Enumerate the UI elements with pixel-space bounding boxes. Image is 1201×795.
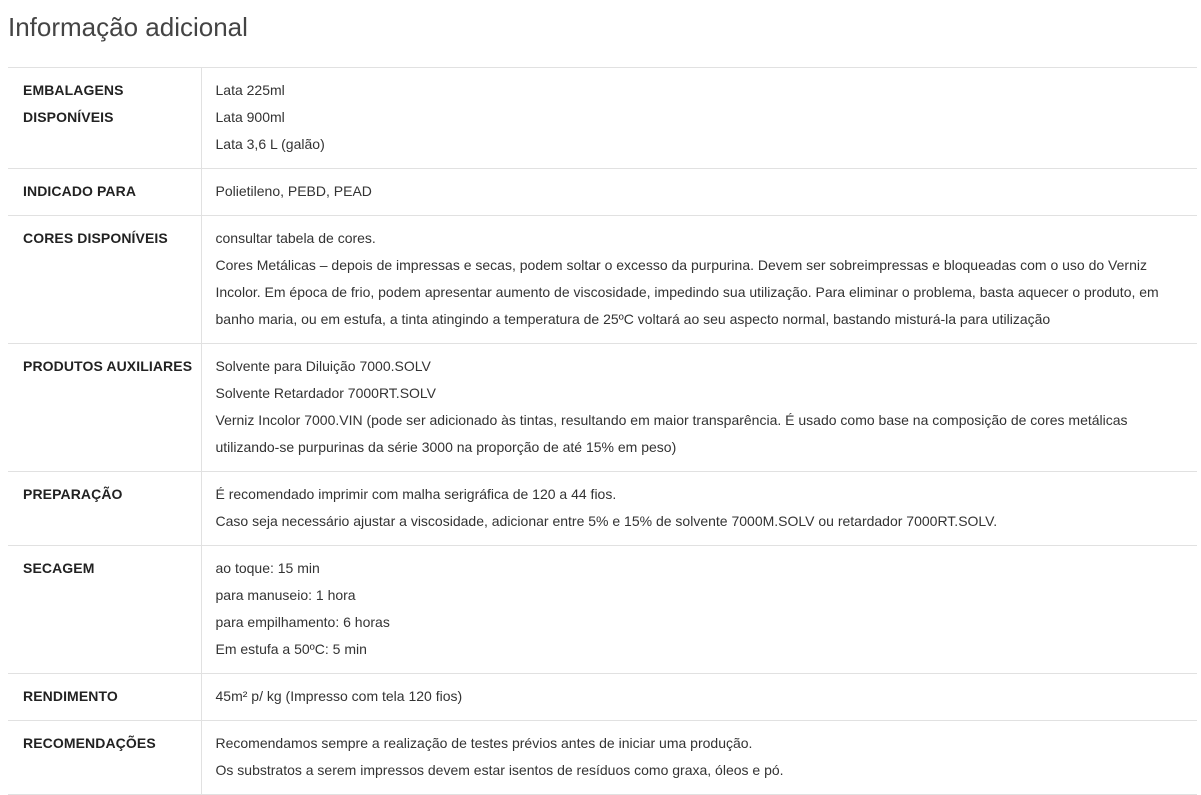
section-title: Informação adicional (8, 12, 248, 42)
row-label: INDICADO PARA (8, 169, 201, 216)
row-label: EMBALAGENS DISPONÍVEIS (8, 68, 201, 169)
row-value (201, 68, 1197, 169)
value-line: para manuseio: 1 hora (215, 587, 356, 603)
additional-info-table (8, 67, 1197, 795)
row-value (201, 344, 1197, 472)
table-row-preparacao (8, 472, 1197, 546)
value-line: para empilhamento: 6 horas (215, 614, 390, 630)
table-row-embalagens (8, 68, 1197, 169)
table-row-cores (8, 216, 1197, 344)
row-value (201, 546, 1197, 674)
row-value (201, 472, 1197, 546)
table-row-produtos-auxiliares (8, 344, 1197, 472)
value-line: Polietileno, PEBD, PEAD (215, 183, 372, 199)
value-line: Solvente para Diluição 7000.SOLV (215, 358, 431, 374)
value-line: Verniz Incolor 7000.VIN (pode ser adicionado às tintas, resultando em maior transparência. É usado como base na composição de cores metálicas utilizando-se purpurinas da série 3000 na proporção de até 15% em peso) (215, 412, 1128, 455)
table-row-rendimento (8, 674, 1197, 721)
row-label: RENDIMENTO (8, 674, 201, 721)
value-line: É recomendado imprimir com malha serigráfica de 120 a 44 fios. (215, 486, 617, 502)
row-label: PRODUTOS AUXILIARES (8, 344, 201, 472)
table-row-secagem (8, 546, 1197, 674)
row-label: CORES DISPONÍVEIS (8, 216, 201, 344)
table-row-recomendacoes (8, 721, 1197, 795)
row-label: PREPARAÇÃO (8, 472, 201, 546)
value-line: 45m² p/ kg (Impresso com tela 120 fios) (215, 688, 463, 704)
row-value (201, 721, 1197, 795)
value-line: Lata 3,6 L (galão) (215, 136, 325, 152)
value-line: Em estufa a 50ºC: 5 min (215, 641, 367, 657)
value-line: Caso seja necessário ajustar a viscosidade, adicionar entre 5% e 15% de solvente 7000M.SOLV ou retardador 7000RT.SOLV. (215, 513, 998, 529)
value-line: Solvente Retardador 7000RT.SOLV (215, 385, 437, 401)
row-value (201, 674, 1197, 721)
value-line: Recomendamos sempre a realização de testes prévios antes de iniciar uma produção. (215, 735, 753, 751)
row-value (201, 216, 1197, 344)
value-line: Lata 225ml (215, 82, 285, 98)
value-line: Cores Metálicas – depois de impressas e secas, podem soltar o excesso da purpurina. Devem ser sobreimpressas e bloqueadas com o uso do Verniz Incolor. Em época de frio, podem apresentar aumento de viscosidade, impedindo sua utilização. Para eliminar o problema, basta aquecer o produto, em banho maria, ou em estufa, a tinta atingindo a temperatura de 25ºC voltará ao seu aspecto normal, bastando misturá-la para utilização (215, 257, 1159, 327)
row-label: SECAGEM (8, 546, 201, 674)
value-line: ao toque: 15 min (215, 560, 320, 576)
value-line: consultar tabela de cores. (215, 230, 376, 246)
value-line: Lata 900ml (215, 109, 285, 125)
table-row-indicado-para (8, 169, 1197, 216)
row-label: RECOMENDAÇÕES (8, 721, 201, 795)
row-value (201, 169, 1197, 216)
value-line: Os substratos a serem impressos devem estar isentos de resíduos como graxa, óleos e pó. (215, 762, 784, 778)
